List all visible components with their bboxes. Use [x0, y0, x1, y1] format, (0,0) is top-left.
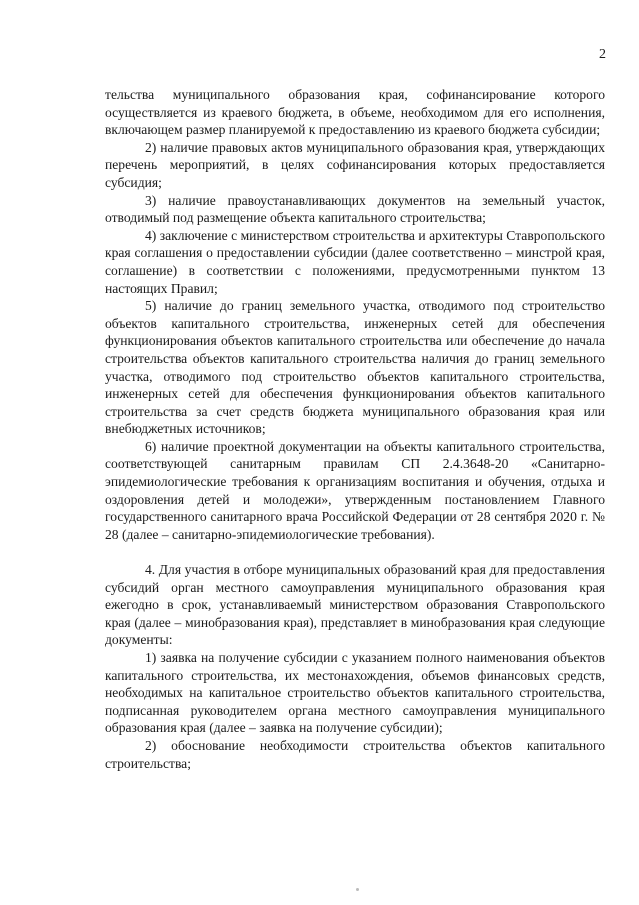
paragraph-item-4: 4) заключение с министерством строительства и архитектуры Ставропольского края соглашения о предоставлении субсидии (далее соответственно – минстрой края, соглашение) в соответствии с положениями, предусмотренными пунктом 13 настоящих Правил; [105, 227, 605, 296]
paragraph-item-3: 3) наличие правоустанавливающих документов на земельный участок, отводимый под размещение объекта капитального строительства; [105, 192, 605, 226]
paragraph-subitem-2: 2) обоснование необходимости строительства объектов капитального строительства; [105, 737, 605, 771]
paragraph-item-5: 5) наличие до границ земельного участка, отводимого под строительство объектов капитального строительства, инженерных сетей для обеспечения функционирования объектов капитального строительства или обеспечение до начала строительства объектов капитального строительства наличия до границ земельного участка, отводимого под строительство объектов капитального строительства, инженерных сетей для обеспечения функционирования объектов капитального строительства за счет средств бюджета муниципального образования края или внебюджетных источников; [105, 298, 605, 437]
paragraph-continuation: тельства муниципального образования края, софинансирование которого осуществляется из краевого бюджета, в объеме, необходимом для его исполнения, включающем размер планируемой к предоставлению из краевого бюджета субсидии; [105, 87, 605, 138]
scan-dot-mark [356, 888, 359, 891]
paragraph-section-4: 4. Для участия в отборе муниципальных образований края для предоставления субсидий орган местного самоуправления муниципального образования края ежегодно в срок, устанавливаемый министерством образования Ставропольского края (далее – минобразования края), представляет в минобразования края следующие документы: [105, 562, 605, 648]
page-number: 2 [599, 47, 606, 62]
paragraph-item-6: 6) наличие проектной документации на объекты капитального строительства, соответствующей санитарным правилам СП 2.4.3648-20 «Санитарно-эпидемиологические требования к организациям воспитания и обучения, отдыха и оздоровления детей и молодежи», утвержденным постановлением Главного государственного санитарного врача Российской Федерации от 28 сентября 2020 г. № 28 (далее – санитарно-эпидемиологические требования). [105, 438, 605, 542]
paragraph-item-2: 2) наличие правовых актов муниципального образования края, утверждающих перечень мероприятий, в целях софинансирования которых предоставляется субсидия; [105, 139, 605, 190]
paragraph-subitem-1: 1) заявка на получение субсидии с указанием полного наименования объектов капитального строительства, их местонахождения, объемов финансовых средств, необходимых на капитальное строительство объектов капитального строительства, подписанная руководителем органа местного самоуправления муниципального образования края (далее – заявка на получение субсидии); [105, 650, 605, 736]
document-body [105, 86, 605, 772]
